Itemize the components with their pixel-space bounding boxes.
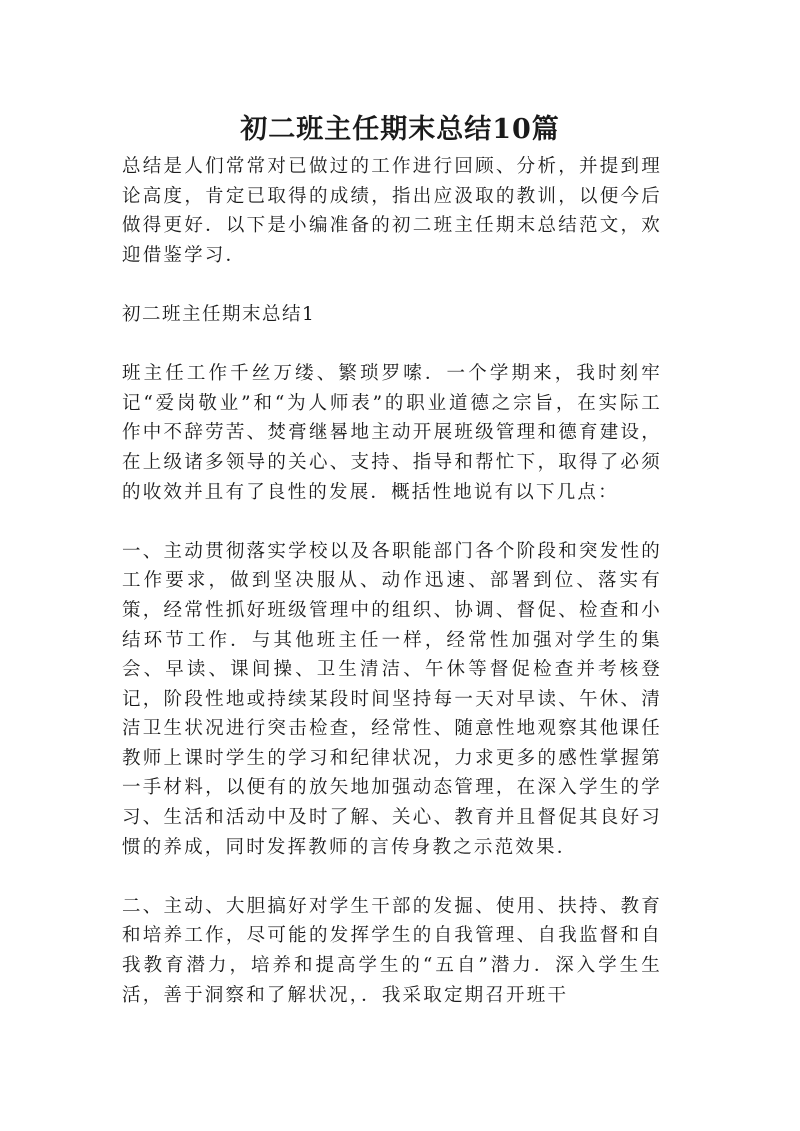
document-body xyxy=(122,152,662,1040)
intro-paragraph: 总结是人们常常对已做过的工作进行回顾、分析，并提到理论高度，肯定已取得的成绩，指出应汲取的教训，以便今后做得更好．以下是小编准备的初二班主任期末总结范文，欢迎借鉴学习． xyxy=(122,156,662,266)
body-paragraph: 一、主动贯彻落实学校以及各职能部门各个阶段和突发性的工作要求，做到坚决服从、动作迅速、部署到位、落实有策，经常性抓好班级管理中的组织、协调、督促、检查和小结环节工作．与其他班主任一样，经常性加强对学生的集会、早读、课间操、卫生清洁、午休等督促检查并考核登记，阶段性地或持续某段时间坚持每一天对早读、午休、清洁卫生状况进行突击检查，经常性、随意性地观察其他课任教师上课时学生的学习和纪律状况，力求更多的感性掌握第一手材料，以便有的放矢地加强动态管理，在深入学生的学习、生活和活动中及时了解、关心、教育并且督促其良好习惯的养成，同时发挥教师的言传身教之示范效果． xyxy=(122,540,662,858)
document-title: 初二班主任期末总结10篇 xyxy=(240,114,560,145)
section-heading: 初二班主任期末总结1 xyxy=(122,303,316,325)
body-paragraph: 班主任工作千丝万缕、繁琐罗嗦．一个学期来，我时刻牢记“爱岗敬业”和“为人师表”的职业道德之宗旨，在实际工作中不辞劳苦、焚膏继晷地主动开展班级管理和德育建设，在上级诸多领导的关心、支持、指导和帮忙下，取得了必须的收效并且有了良性的发展．概括性地说有以下几点： xyxy=(122,363,662,503)
body-paragraph: 二、主动、大胆搞好对学生干部的发掘、使用、扶持、教育和培养工作，尽可能的发挥学生的自我管理、自我监督和自我教育潜力，培养和提高学生的“五自”潜力．深入学生生活，善于洞察和了解状况，．我采取定期召开班干 xyxy=(122,895,662,1006)
